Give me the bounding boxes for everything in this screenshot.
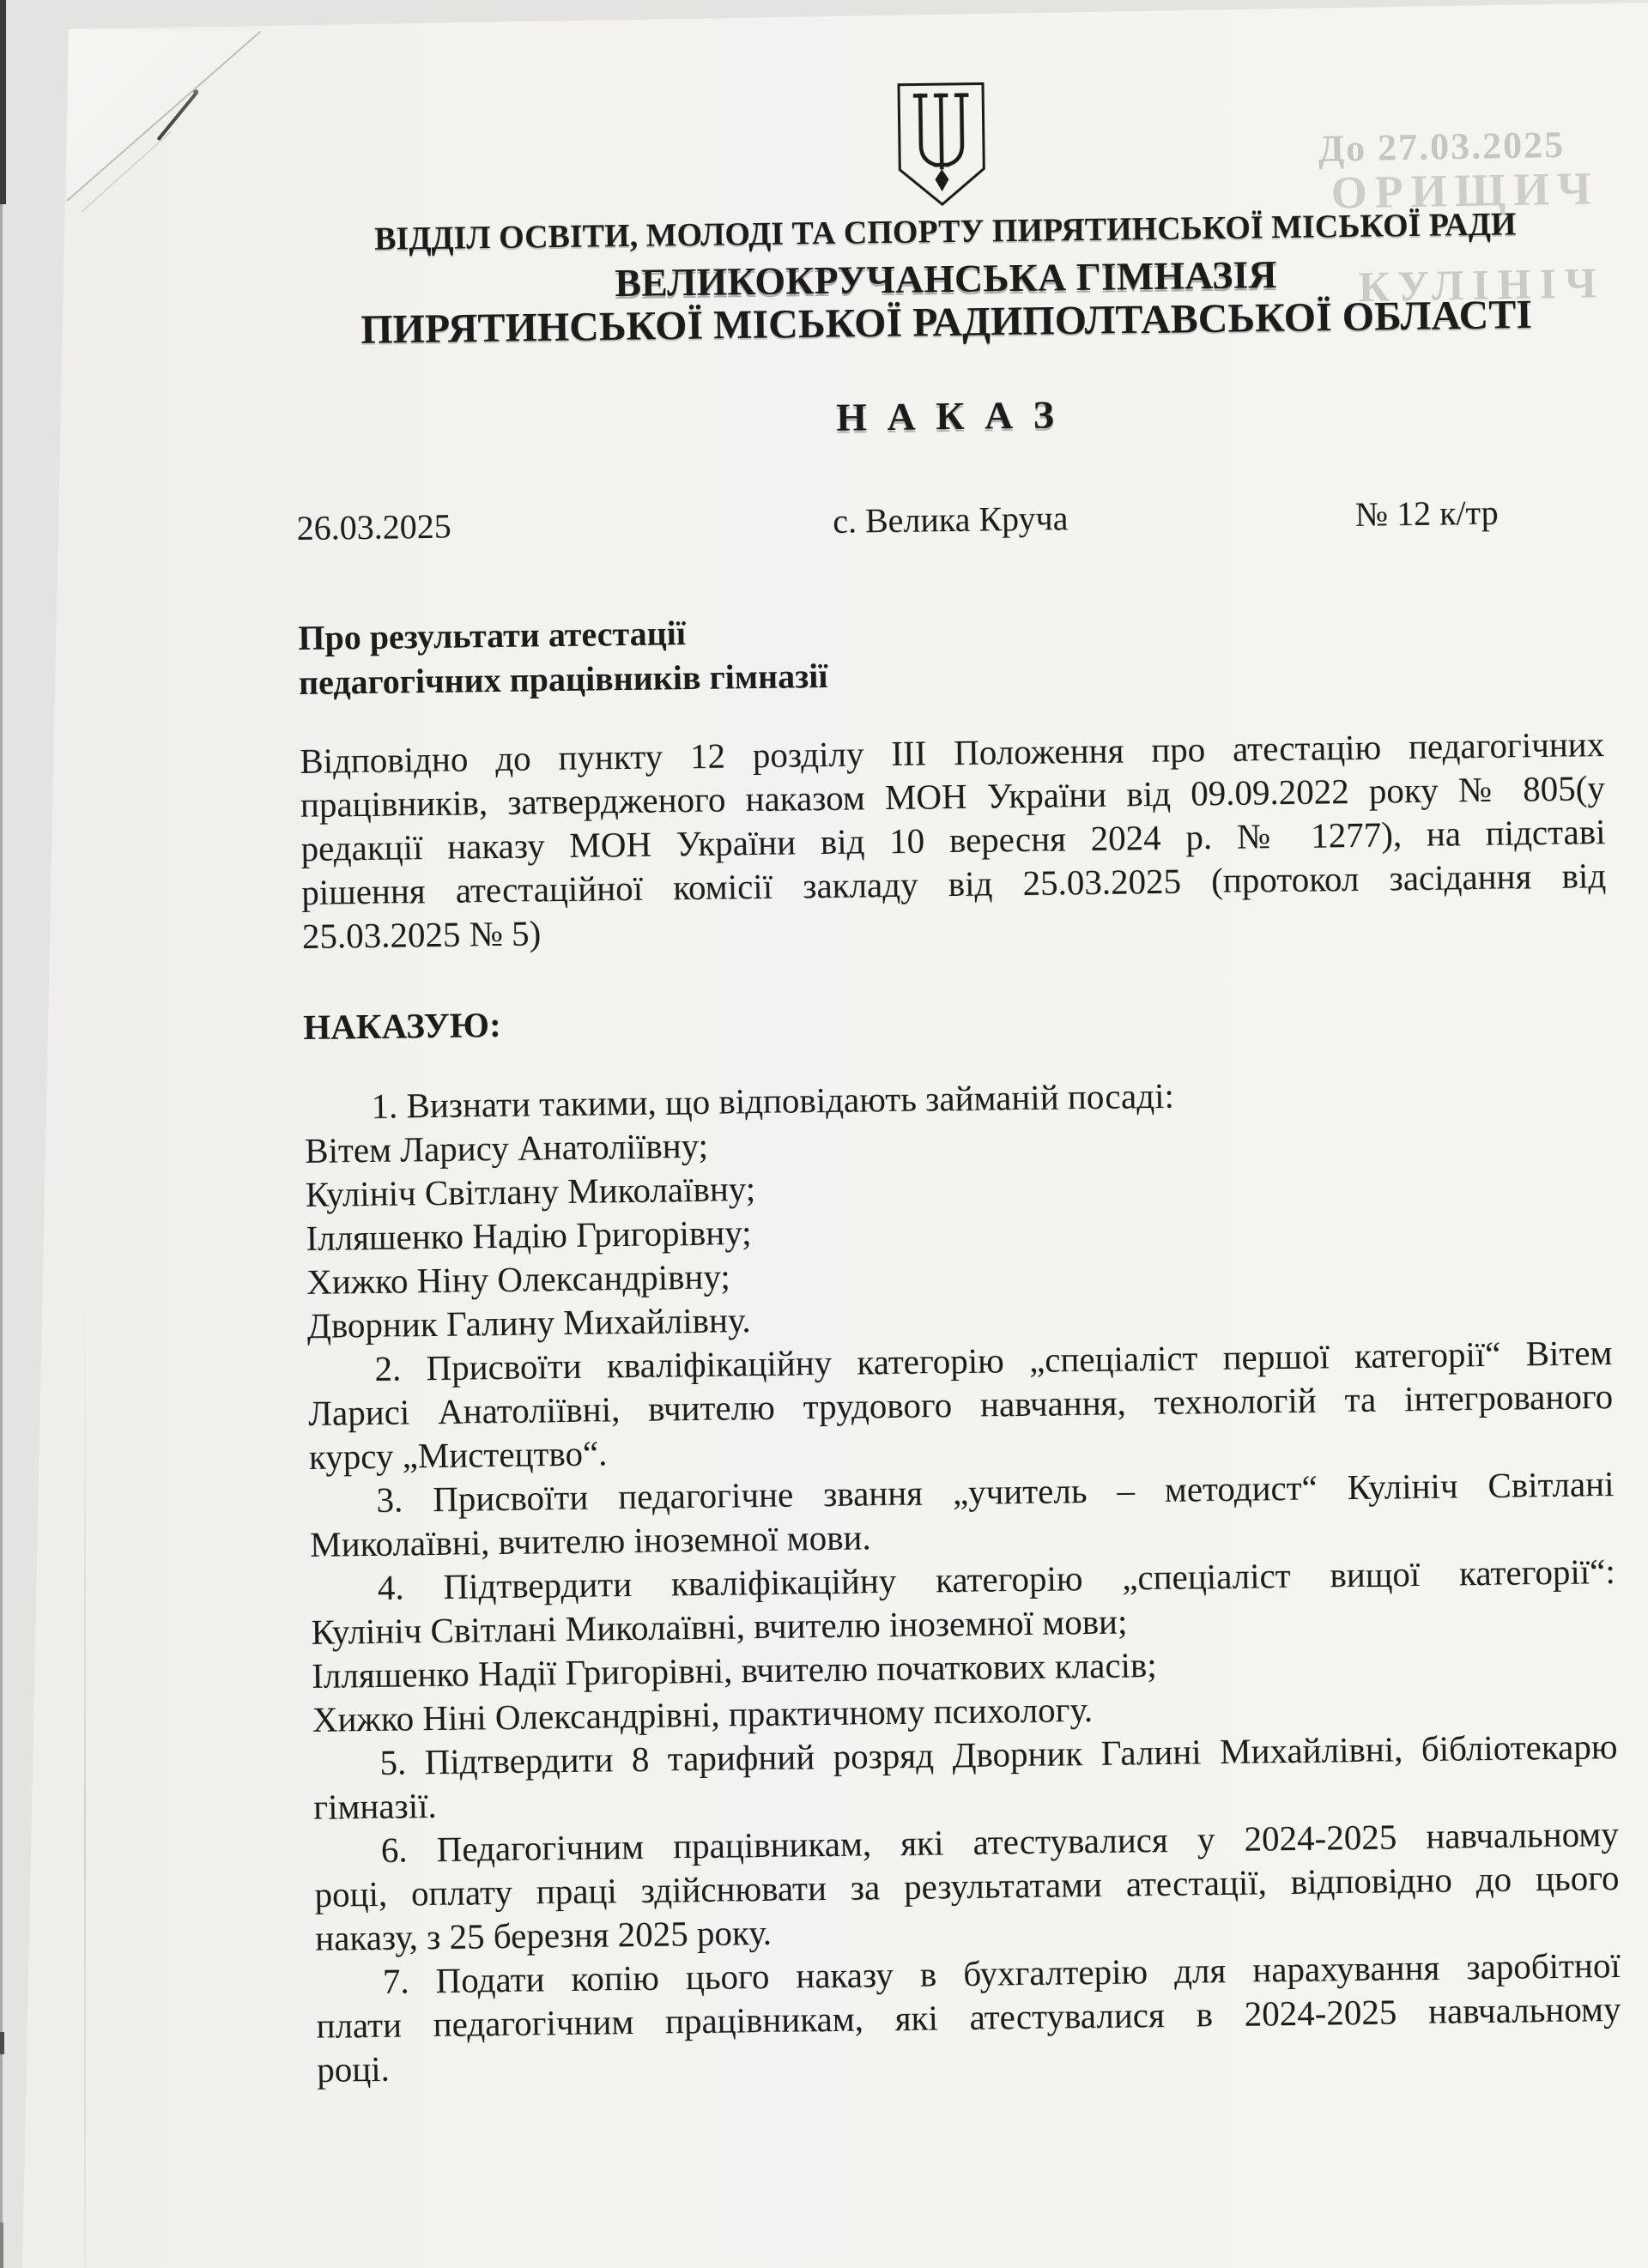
preamble-line: Відповідно до пункту 12 розділу ІІІ Положення про атестацію педагогічних (299, 724, 1605, 781)
order-item-line: Ілляшенко Надію Григорівну; (306, 1213, 752, 1258)
header-region-line: ПИРЯТИНСЬКОЇ МІСЬКОЇ РАДИПОЛТАВСЬКОЇ ОБЛАСТІ (360, 292, 1533, 354)
order-item-line: курсу „Мистецтво“. (308, 1433, 608, 1477)
header-school-line: ВЕЛИКОКРУЧАНСЬКА ГІМНАЗІЯ (615, 252, 1277, 305)
preamble-line: редакції наказу МОН України від 10 вересня 2024 р. № 1277), на підставі (300, 812, 1606, 868)
ghost-surname-2: КУЛІНІЧ (1358, 258, 1606, 311)
order-title: Н А К А З (835, 392, 1060, 439)
order-item-line: 3. Присвоїти педагогічне звання „учитель – методист“ Кулініч Світлані (376, 1464, 1615, 1520)
order-item-line: 1. Визнати такими, що відповідають займаній посаді: (371, 1075, 1175, 1126)
vertical-paper-crease (84, 1287, 86, 2268)
order-item-line: Ларисі Анатоліївні, вчителю трудового навчання, технологій та інтегрованого (307, 1376, 1614, 1433)
order-item-line: Хижко Ніні Олександрівні, практичному психологу. (312, 1689, 1094, 1739)
subject-line-2: педагогічних працівників гімназії (298, 656, 828, 702)
order-item-line: 4. Підтвердити кваліфікаційну категорію „спеціаліст вищої категорії“: (377, 1551, 1616, 1607)
preamble-line: рішення атестаційної комісії закладу від 25.03.2025 (протокол засідання від (300, 856, 1607, 912)
order-date: 26.03.2025 (296, 506, 451, 548)
order-item-line: наказу, з 25 березня 2025 року. (314, 1912, 772, 1958)
document-content (290, 0, 1624, 2268)
scan-edge-artifact-mid (0, 2032, 4, 2054)
order-item-line: році, оплату праці здійснювати за результатами атестації, відповідно до цього (314, 1857, 1620, 1914)
order-item-line: Вітем Ларису Анатоліївну; (304, 1125, 709, 1170)
order-item-line: Кулініч Світлану Миколаївну; (305, 1169, 756, 1214)
order-number: № 12 к/тр (1354, 493, 1499, 534)
order-item-line: 5. Підтвердити 8 тарифний розряд Дворник Галині Михайлівні, бібліотекарю (379, 1726, 1618, 1782)
order-item-line: 6. Педагогічним працівникам, які атестувалися у 2024-2025 навчальному (380, 1813, 1620, 1870)
ghost-surname-1: ОРИЩИЧ (1330, 162, 1600, 219)
order-preamble (300, 723, 1607, 959)
order-item-line: 7. Подати копію цього наказу в бухгалтерію для нарахування заробітної (382, 1944, 1621, 2001)
order-meta-row (296, 491, 1601, 548)
order-item-line: гімназії. (312, 1786, 438, 1827)
order-item-line: Ілляшенко Надії Григорівні, вчителю початкових класів; (311, 1645, 1157, 1696)
order-item-line: Миколаївні, вчителю іноземної мови. (309, 1517, 871, 1564)
order-item-line: Дворник Галину Михайлівну. (306, 1300, 751, 1346)
preamble-line: працівників, затвердженого наказом МОН України від 09.09.2022 року № 805(у (300, 768, 1606, 825)
scan-edge-artifact-bottom (0, 2223, 3, 2268)
order-item-line: 2. Присвоїти кваліфікаційну категорію „спеціаліст першої категорії“ Вітем (374, 1333, 1613, 1388)
order-item-line: плати педагогічним працівникам, які атестувалися в 2024-2025 навчальному (316, 1988, 1621, 2046)
order-item-line: Хижко Ніну Олександрівну; (306, 1256, 731, 1302)
ghost-date: До 27.03.2025 (1318, 123, 1566, 170)
subject-line-1: Про результати атестації (298, 614, 687, 657)
header-department-line: ВІДДІЛ ОСВІТИ, МОЛОДІ ТА СПОРТУ ПИРЯТИНСЬКОЇ МІСЬКОЇ РАДИ (373, 206, 1517, 257)
order-subject (298, 599, 1603, 705)
order-items (304, 1068, 1621, 2092)
order-item-line: році. (316, 2048, 391, 2090)
resolve-heading: НАКАЗУЮ: (303, 1004, 501, 1047)
preamble-line: 25.03.2025 № 5) (301, 913, 542, 956)
order-item-line: Кулініч Світлані Миколаївні, вчителю іноземної мови; (311, 1601, 1128, 1652)
ukraine-trident-emblem-icon (894, 81, 990, 207)
order-place: с. Велика Круча (832, 499, 1069, 541)
